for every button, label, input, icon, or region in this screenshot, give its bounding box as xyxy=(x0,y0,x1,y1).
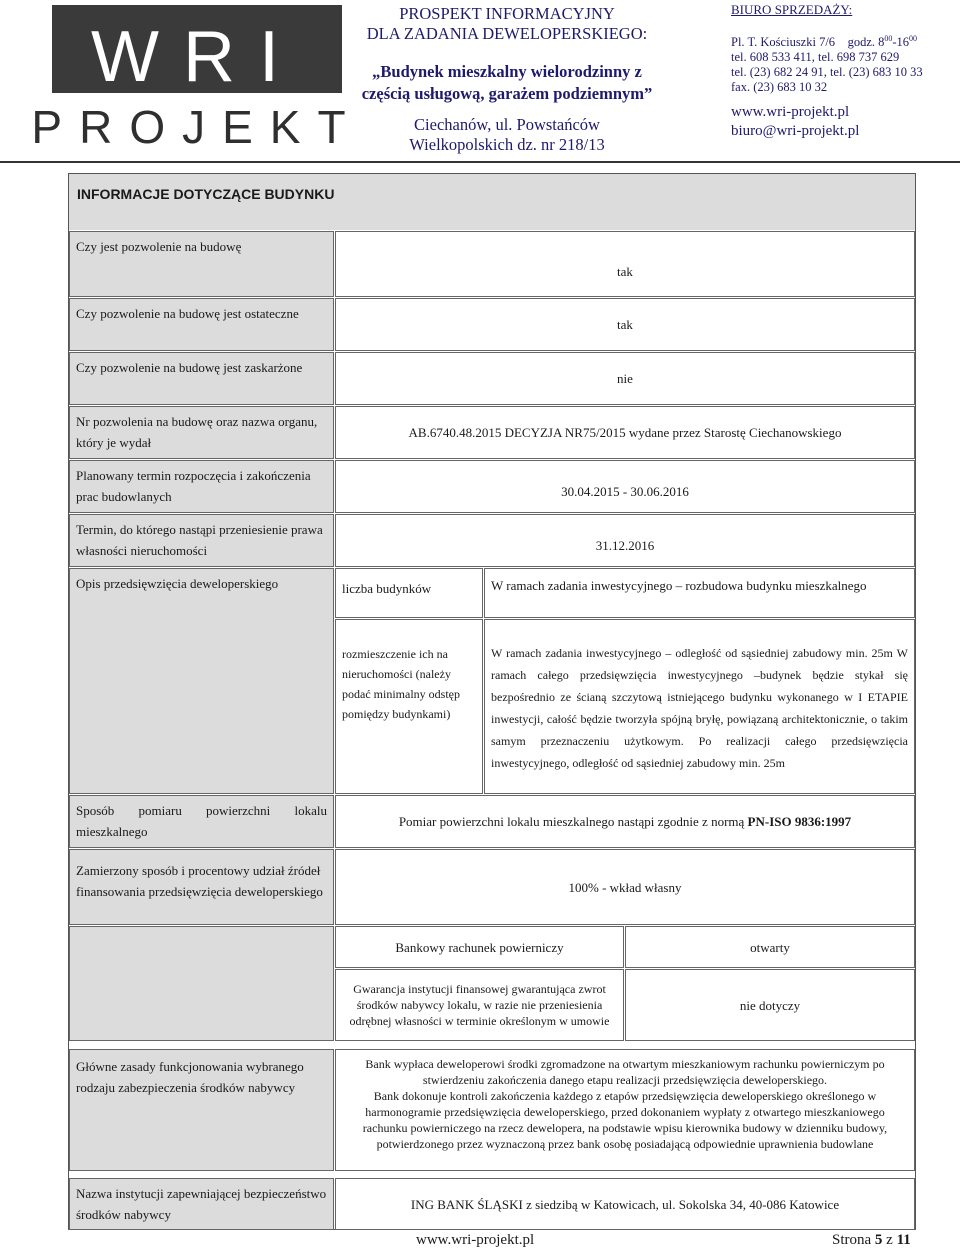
security-principles-question: Główne zasady funkcjonowania wybranego rodzaju zabezpieczenia środków nabywcy xyxy=(69,1049,334,1171)
permit-number-answer: AB.6740.48.2015 DECYZJA NR75/2015 wydane przez Starostę Ciechanowskiego xyxy=(335,406,915,459)
investment-name-line2: częścią usługową, garażem podziemnym” xyxy=(361,84,653,103)
building-info-form xyxy=(68,173,916,1230)
office-email-link[interactable]: biuro@wri-projekt.pl xyxy=(731,123,860,140)
page-footer xyxy=(0,1230,960,1251)
office-hours: godz. $8^{00}-16^{00}$ xyxy=(847,34,918,50)
schedule-question: Planowany termin rozpoczęcia i zakończenia prac budowlanych xyxy=(69,460,334,513)
section-title: INFORMACJE DOTYCZĄCE BUDYNKU xyxy=(69,174,915,230)
svg-text:PROJEKT: PROJEKT xyxy=(31,101,363,153)
principles-paragraph-1: Bank wypłaca deweloperowi środki zgromadzone na otwartym mieszkaniowym rachunku powierniczym po stwierdzeniu zakończenia danego etapu realizacji przedsięwzięcia deweloperskiego. xyxy=(365,1057,885,1087)
investment-name-line1: „Budynek mieszkalny wielorodzinny z xyxy=(372,62,642,81)
guarantee-value: nie dotyczy xyxy=(625,969,915,1041)
permit-appealed-question: Czy pozwolenie na budowę jest zaskarżone xyxy=(69,352,334,405)
sales-office-title: BIURO SPRZEDAŻY: xyxy=(731,2,853,17)
institution-question: Nazwa instytucji zapewniającej bezpieczeństwo środków nabywcy xyxy=(69,1178,334,1230)
office-phone-2: tel. (23) 682 24 91, tel. (23) 683 10 33 xyxy=(731,65,923,80)
building-placement-label: rozmieszczenie ich na nieruchomości (należy podać minimalny odstęp pomiędzy budynkami) xyxy=(335,619,483,794)
building-count-value: W ramach zadania inwestycyjnego – rozbudowa budynku mieszkalnego xyxy=(484,568,915,618)
security-principles-answer xyxy=(335,1049,915,1171)
investment-location xyxy=(357,115,657,155)
financing-answer: 100% - wkład własny xyxy=(335,849,915,925)
trust-account-value: otwarty xyxy=(625,926,915,968)
office-address: Pl. T. Kościuszki 7/6 xyxy=(731,35,836,50)
financing-blank-cell xyxy=(69,926,334,1041)
measurement-method-question: Sposób pomiaru powierzchni lokalu mieszkalnego xyxy=(69,795,334,848)
wri-projekt-logo xyxy=(31,5,363,155)
location-line1: Ciechanów, ul. Powstańców xyxy=(414,115,600,134)
prospectus-title-line2: DLA ZADANIA DEWELOPERSKIEGO: xyxy=(366,24,648,43)
prospectus-title-line1: PROSPEKT INFORMACYJNY xyxy=(399,4,615,23)
permit-number-question: Nr pozwolenia na budowę oraz nazwa organu, który je wydał xyxy=(69,406,334,459)
trust-account-label: Bankowy rachunek powierniczy xyxy=(335,926,624,968)
project-description-label: Opis przedsięwzięcia deweloperskiego xyxy=(69,568,334,794)
permit-question: Czy jest pozwolenie na budowę xyxy=(69,231,334,297)
office-website-link[interactable]: www.wri-projekt.pl xyxy=(731,104,850,121)
guarantee-label: Gwarancja instytucji finansowej gwarantująca zwrot środków nabywcy lokalu, w razie nie przeniesienia odrębnej własności w terminie określonym w umowie xyxy=(335,969,624,1041)
permit-final-question: Czy pozwolenie na budowę jest ostateczne xyxy=(69,298,334,351)
principles-paragraph-2: Bank dokonuje kontroli zakończenia każdego z etapów przedsięwzięcia deweloperskiego określonego w harmonogramie przedsięwzięcia deweloperskiego, przed dokonaniem wypłaty z otwartego mieszkaniowego rachunku powierniczego na rzecz dewelopera, na podstawie wpisu kierownika budowy w dzienniku budowy, potwierdzonego przez wyznaczoną przez bank osobę posiadającą odpowiednie uprawnienia budowlane xyxy=(362,1089,888,1151)
building-count-label: liczba budynków xyxy=(335,568,483,618)
prospectus-title-block xyxy=(357,4,657,155)
office-fax: fax. (23) 683 10 32 xyxy=(731,80,828,95)
page-number: Strona 5 z 11 xyxy=(832,1232,911,1248)
investment-name xyxy=(357,61,657,105)
ownership-transfer-answer: 31.12.2016 xyxy=(335,514,915,567)
building-placement-value: W ramach zadania inwestycyjnego – odległość od sąsiedniej zabudowy min. 25m W ramach całego przedsięwzięcia inwestycyjnego –budynek będzie stykał się bezpośrednio ze ścianą szczytową istniejącego budynku wykonanego w I ETAPIE inwestycji, całość będzie tworzyła spójną bryłę, powiązaną architektonicznie, o takim samym przeznaczeniu użytkowym. Po realizacji całego przedsięwzięcia inwestycyjnego, odległość od sąsiedniej zabudowy min. 25m xyxy=(484,619,915,794)
permit-appealed-answer: nie xyxy=(335,352,915,405)
office-phone-1: tel. 608 533 411, tel. 698 737 629 xyxy=(731,50,900,65)
iso-norm: PN-ISO 9836:1997 xyxy=(747,814,852,829)
footer-website-link[interactable]: www.wri-projekt.pl xyxy=(416,1232,535,1248)
document-header xyxy=(0,0,960,162)
ownership-transfer-question: Termin, do którego nastąpi przeniesienie prawa własności nieruchomości xyxy=(69,514,334,567)
institution-answer: ING BANK ŚLĄSKI z siedzibą w Katowicach, ul. Sokolska 34, 40-086 Katowice xyxy=(335,1178,915,1230)
schedule-answer: 30.04.2015 - 30.06.2016 xyxy=(335,460,915,513)
permit-final-answer: tak xyxy=(335,298,915,351)
permit-answer: tak xyxy=(335,231,915,297)
measurement-method-answer: Pomiar powierzchni lokalu mieszkalnego nastąpi zgodnie z normą PN-ISO 9836:1997 xyxy=(335,795,915,848)
svg-text:WRI: WRI xyxy=(91,17,303,97)
office-address-hours xyxy=(731,31,956,50)
sales-office-block xyxy=(731,2,956,141)
header-divider xyxy=(0,161,960,163)
financing-question: Zamierzony sposób i procentowy udział źródeł finansowania przedsięwzięcia deweloperskiego xyxy=(69,849,334,925)
location-line2: Wielkopolskich dz. nr 218/13 xyxy=(409,135,605,154)
